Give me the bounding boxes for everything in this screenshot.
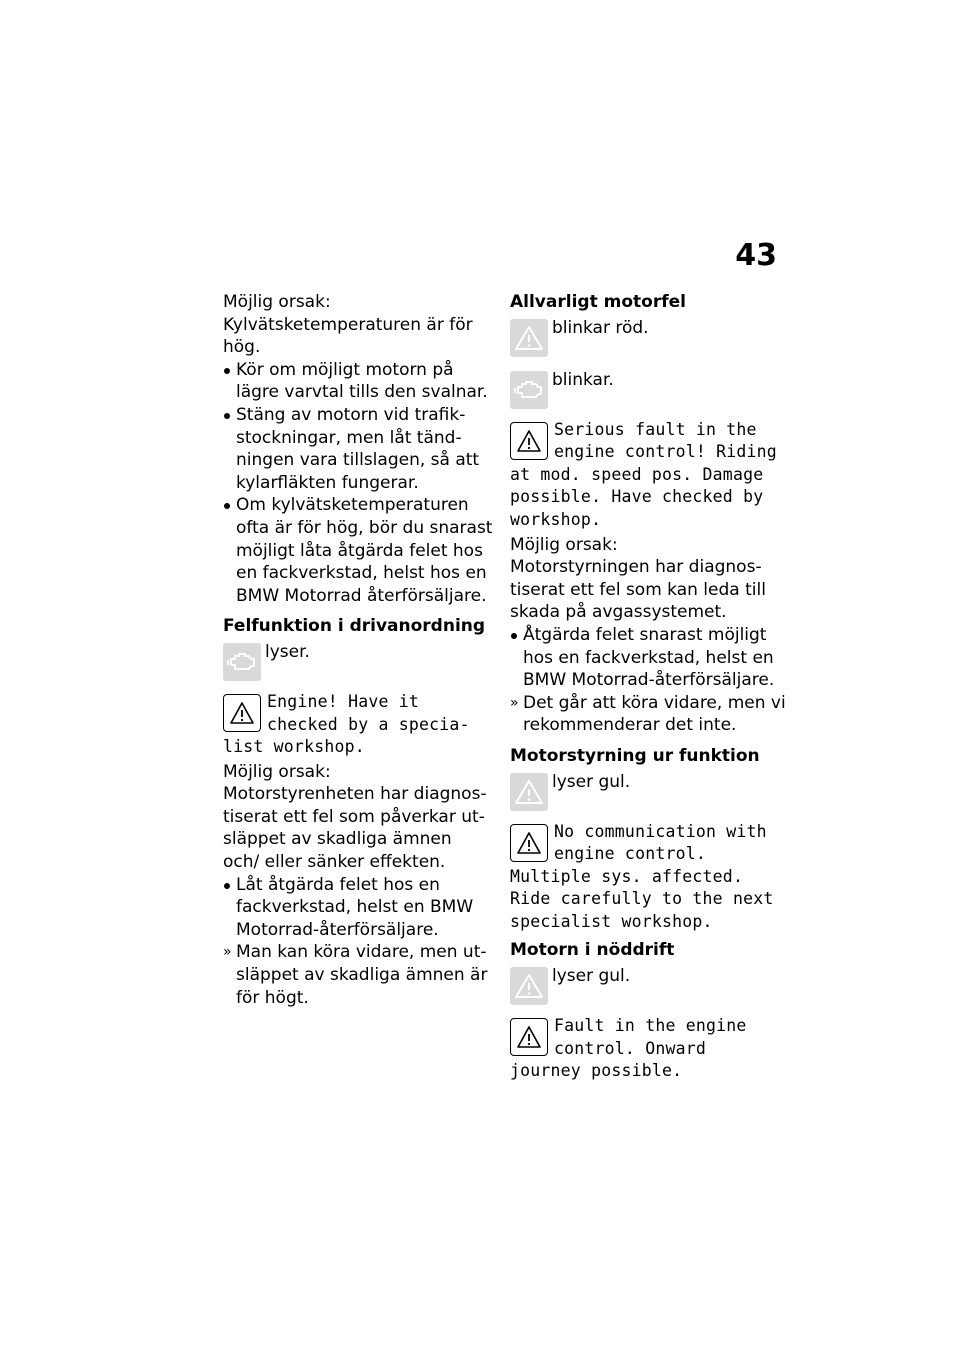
section-heading: Allvarligt motorfel (510, 292, 686, 312)
indicator-text: blinkar. (552, 369, 614, 390)
display-message (510, 1015, 786, 1083)
indicator-text: lyser gul. (552, 771, 631, 792)
result-item: » Man kan köra vidare, men utsläppet av skadliga ämnen är för högt. (223, 941, 493, 1009)
display-message (510, 821, 786, 934)
section-heading: Motorn i nöddrift (510, 940, 675, 961)
indicator-row (510, 965, 786, 1009)
warning-triangle-icon (510, 319, 548, 357)
engine-warning-icon (510, 371, 548, 409)
warning-triangle-icon (510, 1018, 548, 1056)
section-heading: Felfunktion i drivanordning (223, 616, 486, 637)
warning-triangle-icon (510, 422, 548, 460)
indicator-row (223, 641, 493, 685)
indicator-text: lyser gul. (552, 966, 631, 987)
cause-label: Möjlig orsak: (223, 761, 331, 782)
page-number: 43 (735, 238, 777, 273)
engine-warning-icon (223, 643, 261, 681)
warning-triangle-icon (510, 824, 548, 862)
indicator-text: lyser. (265, 641, 310, 662)
advice-list (223, 359, 493, 608)
message-text: Serious fault in the engine control! Riding at mod. speed pos. Damage possible. Have checked by workshop. (510, 419, 777, 529)
cause-text: Motorstyrenheten har diagnostiserat ett fel som påverkar utsläppet av skadliga ämnen och/ eller sänker effekten. (223, 784, 487, 873)
left-column (223, 291, 493, 1009)
result-item: » Det går att köra vidare, men vi rekommenderar det inte. (510, 692, 786, 737)
cause-label: Möjlig orsak: (223, 292, 331, 312)
warning-triangle-icon (510, 773, 548, 811)
indicator-row (510, 771, 786, 815)
message-text: No communication with engine control. Multiple sys. affected. Ride carefully to the next specialist workshop. (510, 821, 774, 931)
indicator-text: blinkar röd. (552, 317, 649, 338)
list-item: Stäng av motorn vid trafikstockningar, men låt tändningen vara tillslagen, så att kylarfläkten fungerar. (223, 404, 493, 494)
message-text: Fault in the engine control. Onward journey possible. (510, 1016, 747, 1081)
cause-text: Kylvätsketemperaturen är för hög. (223, 314, 473, 358)
advice-list (510, 624, 786, 737)
warning-triangle-icon (510, 967, 548, 1005)
right-column (510, 291, 786, 1083)
list-item: Kör om möjligt motorn på lägre varvtal tills den svalnar. (223, 359, 493, 404)
display-message (223, 691, 493, 759)
indicator-row (510, 317, 786, 361)
display-message (510, 419, 786, 532)
cause-label: Möjlig orsak: (510, 534, 618, 555)
cause-text: Motorstyrningen har diagnostiserat ett fel som kan leda till skada på avgassystemet. (510, 557, 766, 623)
list-item: Låt åtgärda felet hos en fackverkstad, helst en BMW Motorrad-återförsäljare. (223, 874, 493, 942)
message-text: Engine! Have it checked by a specialist workshop. (223, 691, 470, 757)
warning-triangle-icon (223, 694, 261, 732)
indicator-row (510, 369, 786, 413)
list-item: Åtgärda felet snarast möjligt hos en fackverkstad, helst en BMW Motorrad-återförsäljare. (510, 624, 786, 692)
advice-list (223, 874, 493, 1010)
section-heading: Motorstyrning ur funktion (510, 745, 760, 766)
list-item: Om kylvätsketemperaturen ofta är för hög, bör du snarast möjligt låta åtgärda felet hos en fackverkstad, helst hos en BMW Motorrad återförsäljare. (223, 494, 493, 607)
